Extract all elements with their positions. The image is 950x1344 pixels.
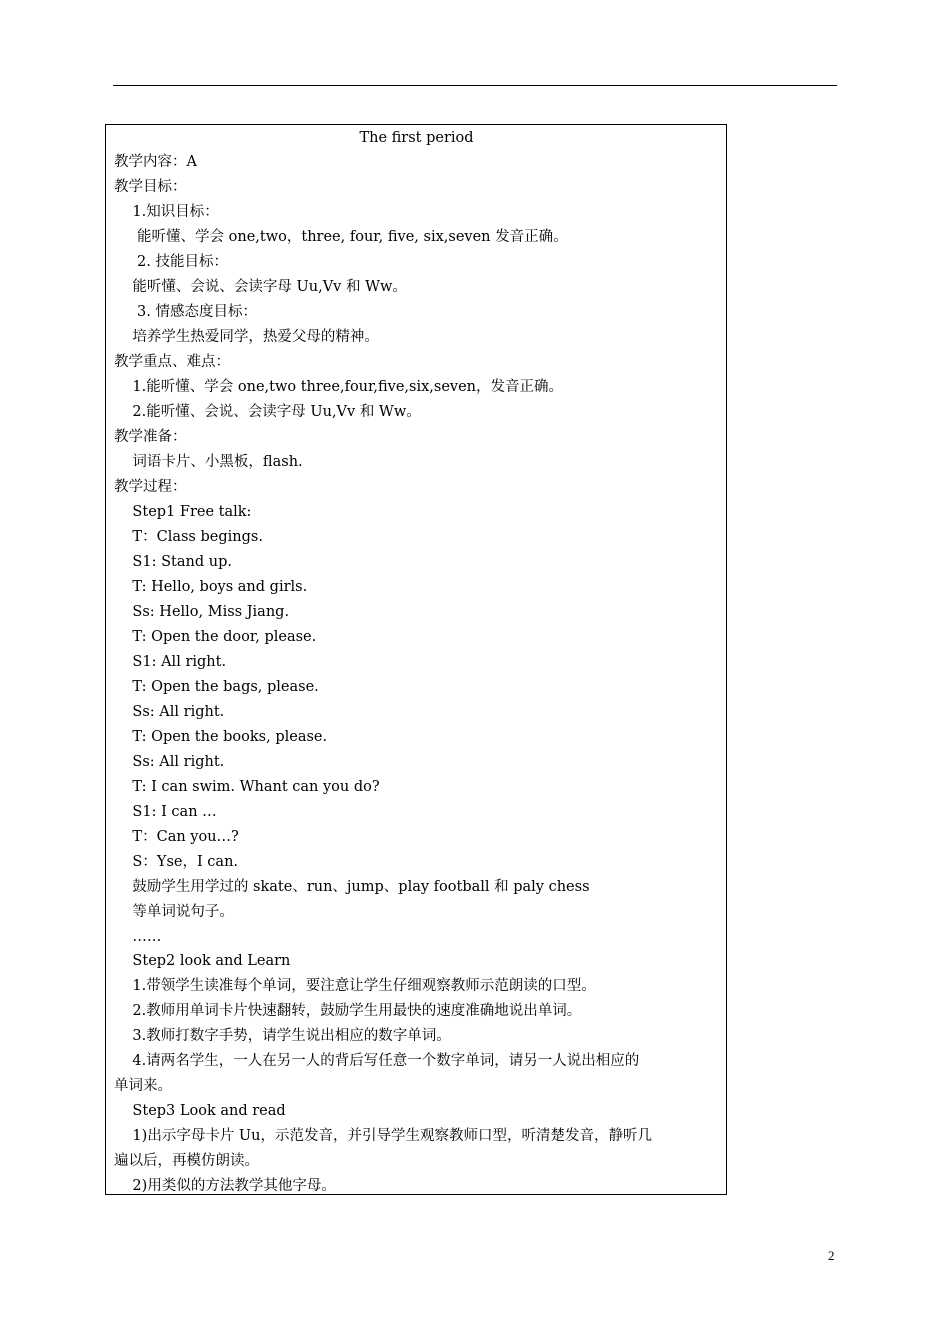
content-line: 培养学生热爱同学，热爱父母的精神。	[114, 329, 379, 345]
content-line: 词语卡片、小黑板，flash.	[114, 454, 303, 470]
content-line: ……	[114, 929, 162, 945]
content-line: 教学过程：	[114, 479, 187, 495]
content-line: Step2 look and Learn	[114, 953, 291, 969]
content-line: Step3 Look and read	[114, 1103, 286, 1119]
content-line: T: Open the door, please.	[114, 629, 317, 645]
content-line: T: I can swim. Whant can you do?	[114, 779, 380, 795]
content-line: 教学内容：A	[114, 154, 197, 170]
content-line: 2)用类似的方法教学其他字母。	[114, 1178, 336, 1194]
content-line: 能听懂、学会 one,two，three, four, five, six,seven 发音正确。	[114, 229, 568, 245]
content-line: S1: All right.	[114, 654, 227, 670]
content-line: 3.教师打数字手势，请学生说出相应的数字单词。	[114, 1028, 451, 1044]
content-line: Step1 Free talk:	[114, 504, 252, 520]
content-line: 遍以后，再模仿朗读。	[114, 1153, 259, 1169]
content-line: 单词来。	[114, 1078, 172, 1094]
header-rule	[113, 85, 837, 86]
content-line: T：Can you…?	[114, 829, 239, 845]
page-number: 2	[828, 1248, 835, 1263]
content-line: 3. 情感态度目标：	[114, 304, 257, 320]
content-line: 4.请两名学生，一人在另一人的背后写任意一个数字单词，请另一人说出相应的	[114, 1053, 640, 1069]
content-line: 等单词说句子。	[114, 904, 234, 920]
content-line: 鼓励学生用学过的 skate、run、jump、play football 和 paly chess	[114, 879, 590, 895]
content-line: 教学准备：	[114, 429, 187, 445]
content-line: T: Hello, boys and girls.	[114, 579, 308, 595]
content-line: T：Class begings.	[114, 529, 263, 545]
content-line: 2.能听懂、会说、会读字母 Uu,Vv 和 Ww。	[114, 404, 421, 420]
content-line: S：Yse，I can.	[114, 854, 239, 870]
content-line: 2.教师用单词卡片快速翻转，鼓励学生用最快的速度准确地说出单词。	[114, 1003, 582, 1019]
content-line: Ss: Hello, Miss Jiang.	[114, 604, 290, 620]
content-line: T: Open the books, please.	[114, 729, 328, 745]
lesson-title: The first period	[359, 130, 474, 146]
content-line: 2. 技能目标：	[114, 254, 228, 270]
content-line: 教学目标：	[114, 179, 187, 195]
content-line: 1.知识目标：	[114, 204, 219, 220]
content-line: T: Open the bags, please.	[114, 679, 319, 695]
content-line: 能听懂、会说、会读字母 Uu,Vv 和 Ww。	[114, 279, 407, 295]
content-line: S1: I can …	[114, 804, 217, 820]
content-line: 教学重点、难点：	[114, 354, 230, 370]
content-line: 1.能听懂、学会 one,two three,four,five,six,seven，发音正确。	[114, 379, 564, 395]
content-line: Ss: All right.	[114, 704, 225, 720]
content-line: Ss: All right.	[114, 754, 225, 770]
content-line: S1: Stand up.	[114, 554, 232, 570]
content-line: 1)出示字母卡片 Uu，示范发音，并引导学生观察教师口型，听清楚发音，静听几	[114, 1128, 652, 1144]
content-line: 1.带领学生读准每个单词，要注意让学生仔细观察教师示范朗读的口型。	[114, 978, 596, 994]
